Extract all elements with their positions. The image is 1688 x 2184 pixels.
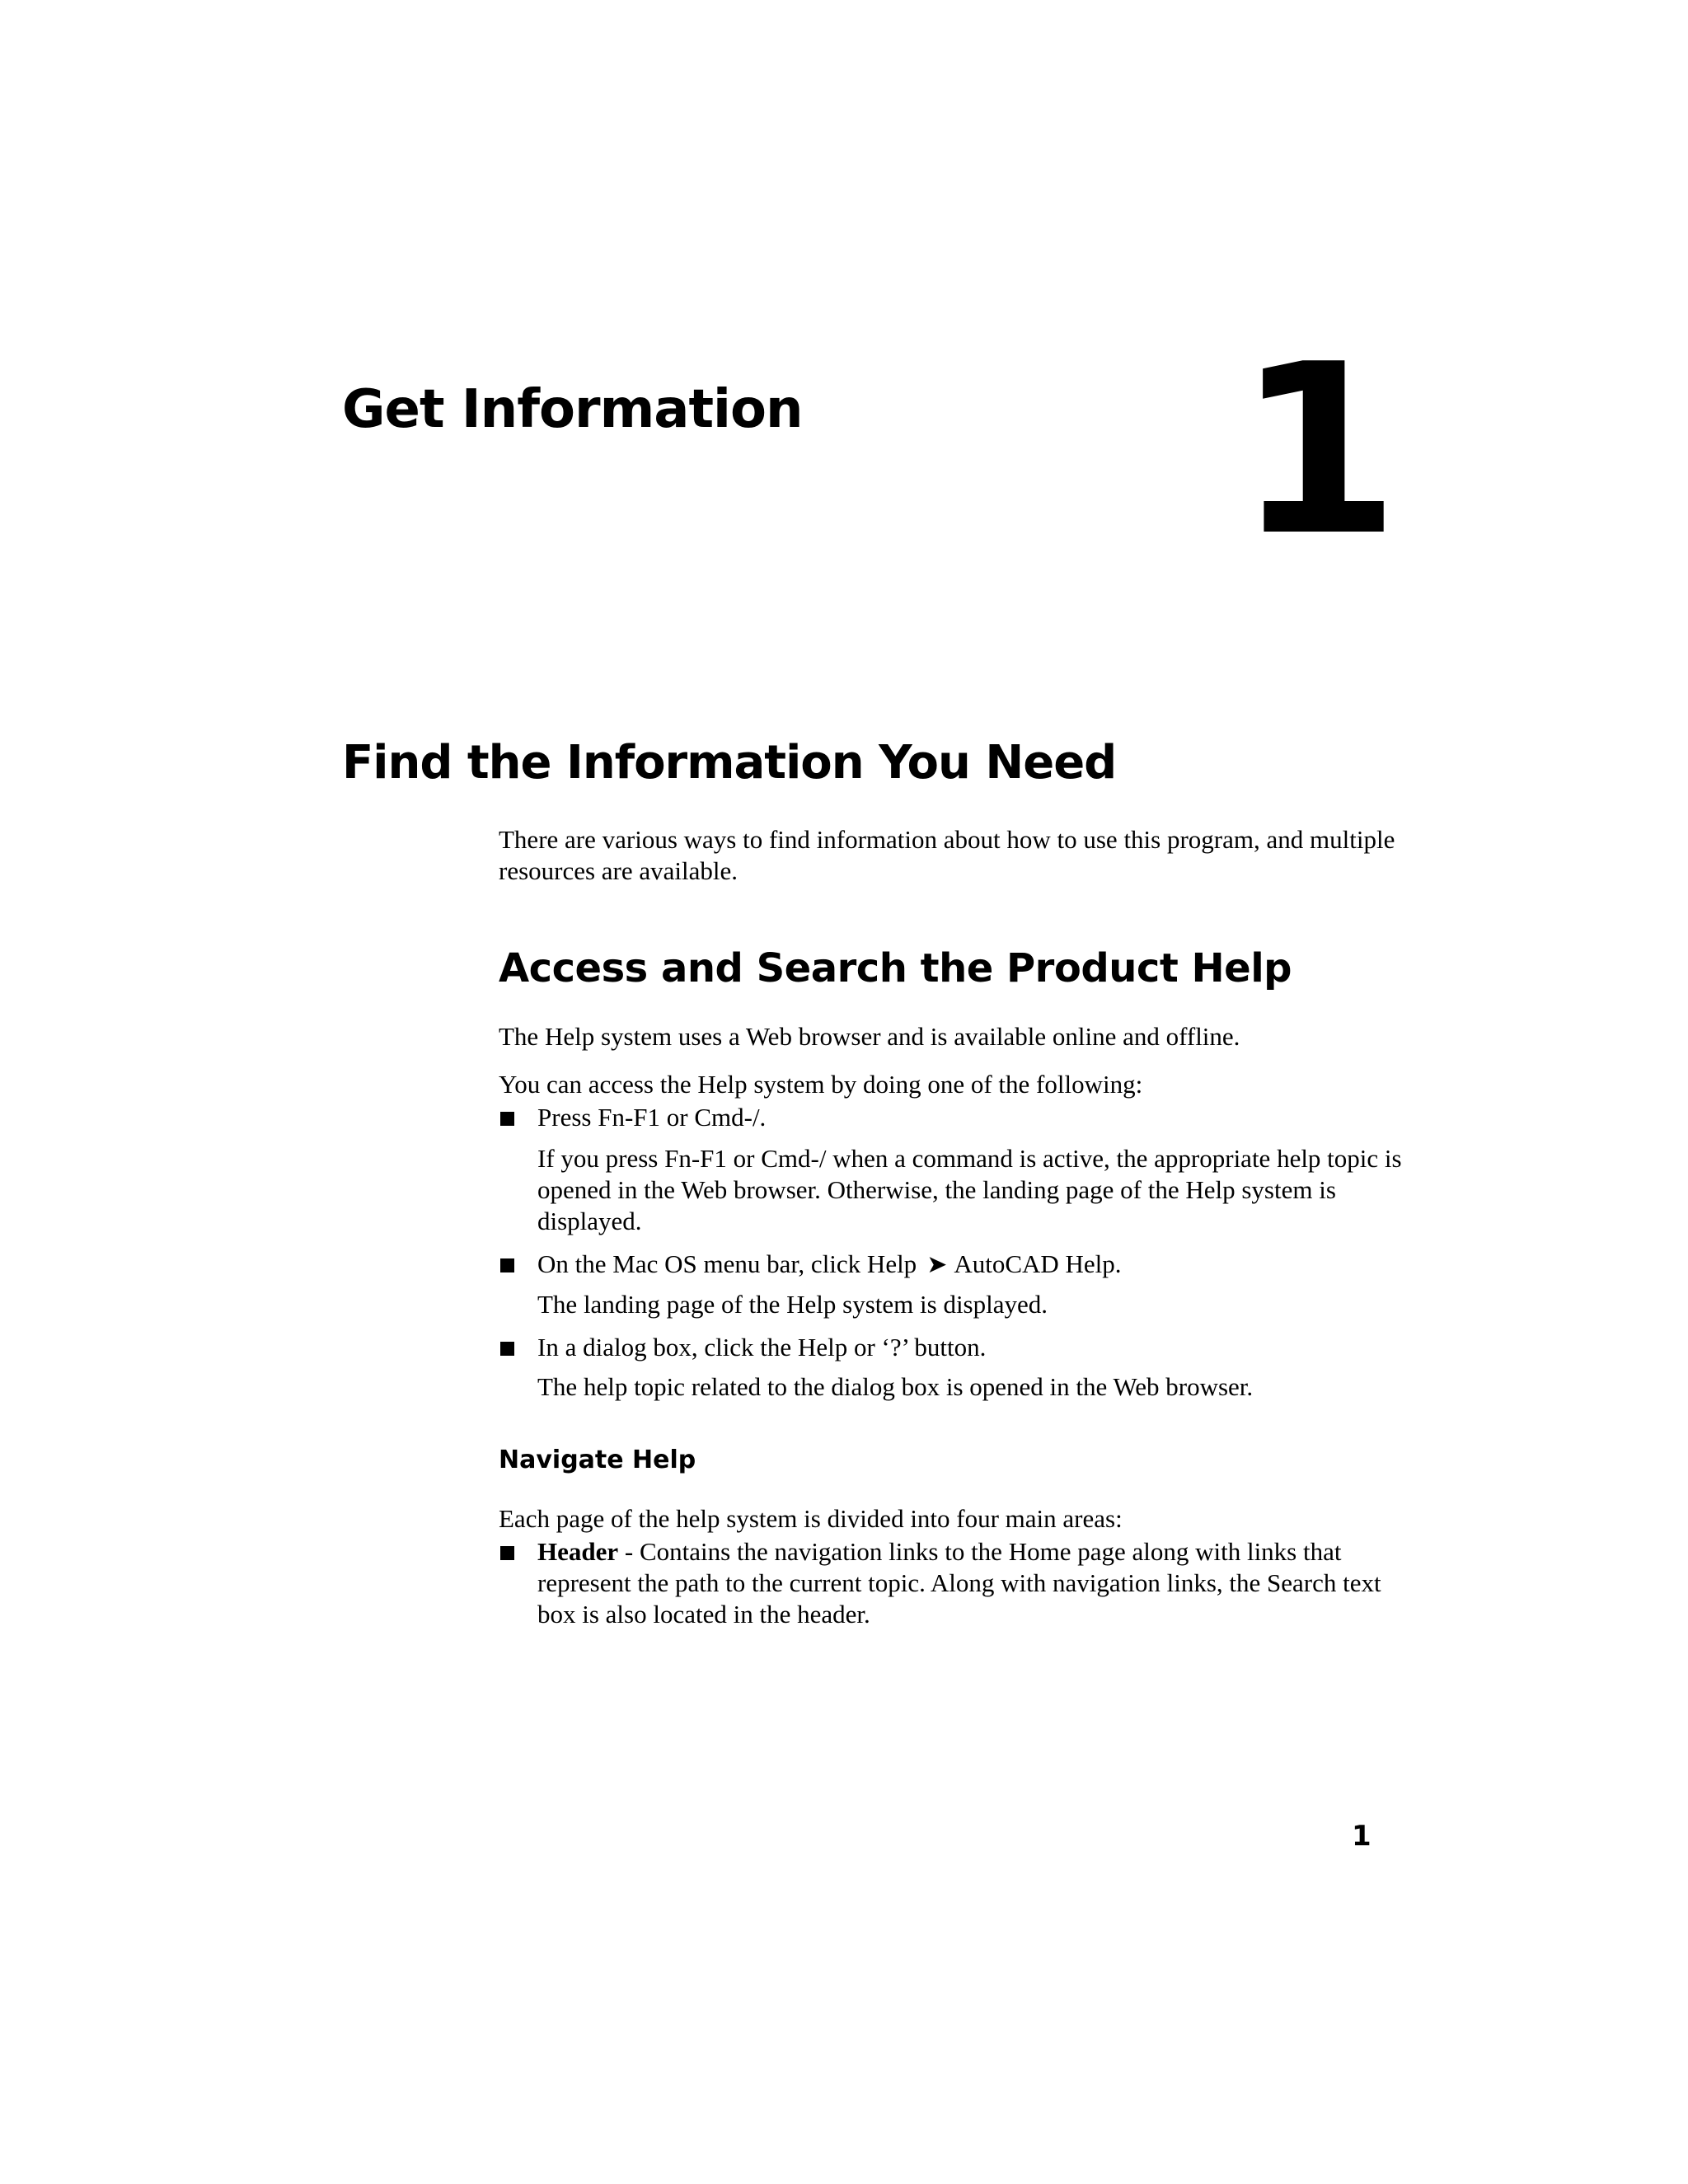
term-header: Header xyxy=(537,1537,619,1567)
chapter-title: Get Information xyxy=(342,379,803,440)
list-item-text: Press Fn-F1 or Cmd-/. xyxy=(537,1103,767,1132)
list-item-note: The landing page of the Help system is displayed. xyxy=(537,1290,1048,1319)
bullet-square-icon xyxy=(500,1112,514,1126)
list-item-text xyxy=(537,1536,1405,1630)
access-paragraph: You can access the Help system by doing one of the following: xyxy=(499,1070,1143,1099)
navigate-intro: Each page of the help system is divided into four main areas: xyxy=(499,1504,1123,1534)
chapter-number: 1 xyxy=(1236,314,1395,588)
list-item-text: In a dialog box, click the Help or ‘?’ button. xyxy=(537,1333,987,1362)
section-intro: There are various ways to find information about how to use this program, and multiple resources are available. xyxy=(499,825,1395,885)
list-item-text xyxy=(537,1249,1405,1281)
help-system-paragraph: The Help system uses a Web browser and is available online and offline. xyxy=(499,1022,1240,1052)
navigate-help-title: Navigate Help xyxy=(499,1446,696,1475)
list-item xyxy=(499,1536,1405,1630)
menu-path-start: On the Mac OS menu bar, click Help xyxy=(537,1249,917,1279)
main-content xyxy=(499,824,1405,1630)
arrow-right-icon: ➤ xyxy=(926,1250,948,1280)
list-item xyxy=(499,1332,1405,1403)
section-title: Find the Information You Need xyxy=(342,736,1117,790)
bullet-square-icon xyxy=(500,1546,514,1560)
bullet-square-icon xyxy=(500,1342,514,1356)
list-item xyxy=(499,1102,1405,1237)
menu-path-end: AutoCAD Help. xyxy=(954,1249,1122,1279)
bullet-square-icon xyxy=(500,1258,514,1272)
list-item-note: If you press Fn-F1 or Cmd-/ when a command is active, the appropriate help topic is opened in the Web browser. Otherwise, the landing page of the Help system is displayed. xyxy=(537,1144,1402,1236)
subsection-title: Access and Search the Product Help xyxy=(499,945,1292,991)
page-number: 1 xyxy=(1352,1820,1372,1853)
access-method-list xyxy=(499,1102,1405,1403)
term-description: - Contains the navigation links to the Home page along with links that represent the path to the current topic. Along with navigation links, the Search text box is also located in the header. xyxy=(537,1537,1381,1629)
help-areas-list xyxy=(499,1536,1405,1630)
list-item xyxy=(499,1249,1405,1320)
list-item-note: The help topic related to the dialog box is opened in the Web browser. xyxy=(537,1372,1254,1402)
